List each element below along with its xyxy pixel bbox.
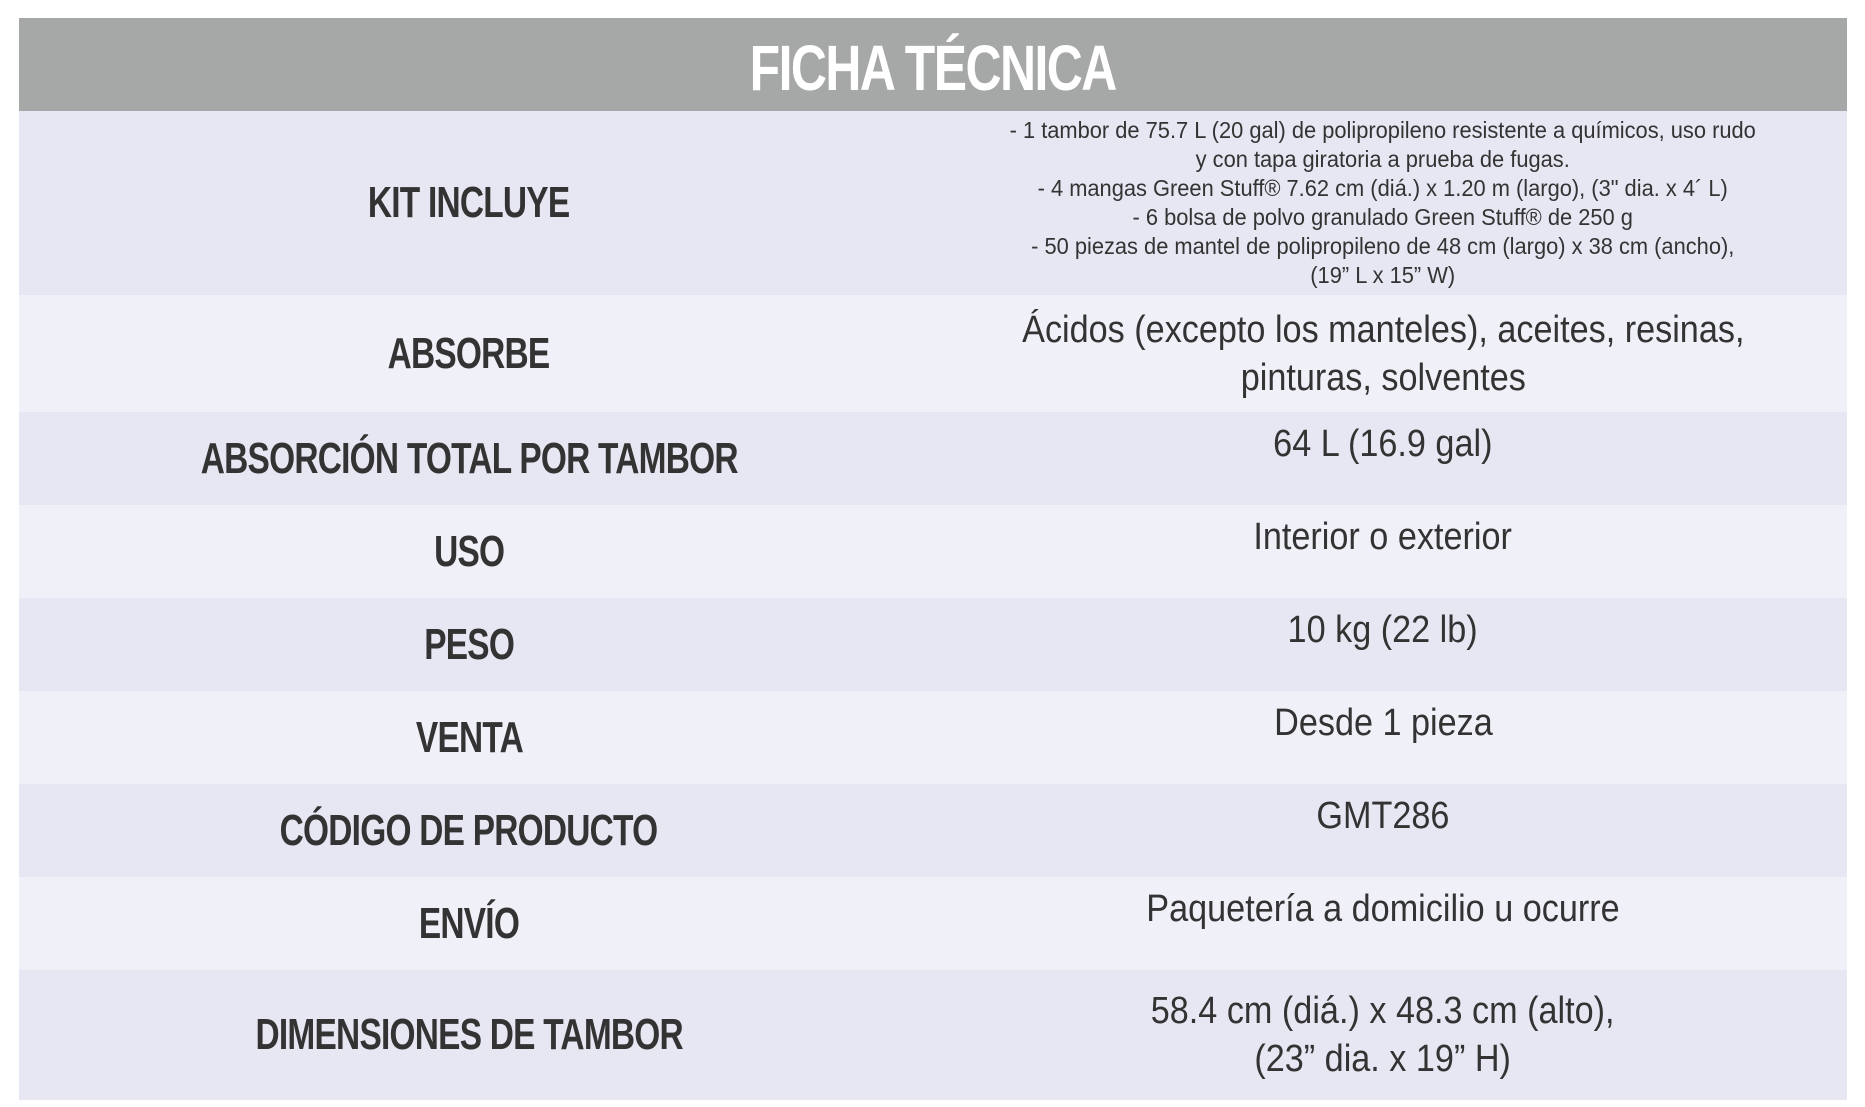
spec-label-cell: [19, 412, 919, 505]
spec-row-dimensiones: [19, 970, 1847, 1100]
spec-value-cell: [919, 970, 1847, 1100]
spec-value: [1022, 306, 1744, 402]
page-title: FICHA TÉCNICA: [749, 31, 1117, 104]
spec-value: [1254, 513, 1513, 561]
spec-value-line: Desde 1 pieza: [1273, 702, 1493, 744]
spec-row-uso: [19, 505, 1847, 598]
spec-value: [1274, 699, 1493, 747]
spec-value-cell: [919, 598, 1847, 691]
spec-label: PESO: [424, 619, 514, 669]
spec-row-venta: [19, 691, 1847, 784]
spec-value-line: 58.4 cm (diá.) x 48.3 cm (alto),: [1151, 990, 1615, 1032]
spec-value: [1146, 885, 1619, 933]
spec-label-cell: [19, 691, 919, 784]
spec-value-cell: [919, 691, 1847, 784]
spec-value: [1010, 116, 1756, 290]
spec-label: ABSORCIÓN TOTAL POR TAMBOR: [200, 433, 738, 483]
spec-value-line: Interior o exterior: [1253, 516, 1513, 558]
spec-value: [1316, 792, 1449, 840]
spec-value-line: pinturas, solventes: [1240, 356, 1526, 399]
spec-value: [1288, 606, 1478, 654]
spec-label: ABSORBE: [388, 328, 550, 378]
spec-label-cell: [19, 505, 919, 598]
spec-value-line: (19” L x 15” W): [1310, 262, 1456, 288]
spec-row-envio: [19, 877, 1847, 970]
spec-label-cell: [19, 784, 919, 877]
spec-value-line: Paquetería a domicilio u ocurre: [1146, 888, 1620, 930]
spec-label-cell: [19, 877, 919, 970]
spec-value-line: 10 kg (22 lb): [1287, 609, 1479, 651]
spec-value-line: - 6 bolsa de polvo granulado Green Stuff® de 250 g: [1132, 204, 1634, 230]
spec-label-cell: [19, 111, 919, 295]
spec-label: VENTA: [415, 712, 523, 762]
header-bar: [19, 18, 1847, 111]
spec-label-cell: [19, 970, 919, 1100]
spec-value-line: Ácidos (excepto los manteles), aceites, resinas,: [1021, 308, 1745, 351]
spec-label: KIT INCLUYE: [368, 178, 570, 227]
spec-value-line: - 4 mangas Green Stuff® 7.62 cm (diá.) x 1.20 m (largo), (3" dia. x 4´ L): [1037, 175, 1729, 201]
spec-value-line: - 1 tambor de 75.7 L (20 gal) de polipropileno resistente a químicos, uso rudo: [1009, 117, 1757, 143]
spec-label: CÓDIGO DE PRODUCTO: [280, 805, 658, 855]
spec-value-cell: [919, 877, 1847, 970]
spec-row-peso: [19, 598, 1847, 691]
spec-value-cell: [919, 295, 1847, 412]
spec-value-line: y con tapa giratoria a prueba de fugas.: [1195, 146, 1571, 172]
spec-label-cell: [19, 598, 919, 691]
spec-value-cell: [919, 412, 1847, 505]
spec-value-line: GMT286: [1316, 795, 1450, 837]
spec-value-line: (23” dia. x 19” H): [1254, 1038, 1512, 1080]
spec-row-absorcion-total: [19, 412, 1847, 505]
spec-value-line: - 50 piezas de mantel de polipropileno de 48 cm (largo) x 38 cm (ancho),: [1031, 233, 1735, 259]
spec-label: USO: [433, 526, 505, 576]
spec-label-cell: [19, 295, 919, 412]
spec-value-cell: [919, 505, 1847, 598]
spec-value-cell: [919, 111, 1847, 295]
spec-row-kit-incluye: [19, 111, 1847, 295]
spec-sheet: [19, 18, 1847, 1100]
spec-label: DIMENSIONES DE TAMBOR: [255, 1010, 683, 1059]
spec-row-absorbe: [19, 295, 1847, 412]
spec-label: ENVÍO: [418, 898, 520, 948]
spec-row-codigo-producto: [19, 784, 1847, 877]
spec-value-line: 64 L (16.9 gal): [1273, 423, 1493, 465]
spec-value-cell: [919, 784, 1847, 877]
spec-value: [1151, 987, 1615, 1083]
spec-value: [1273, 420, 1492, 468]
